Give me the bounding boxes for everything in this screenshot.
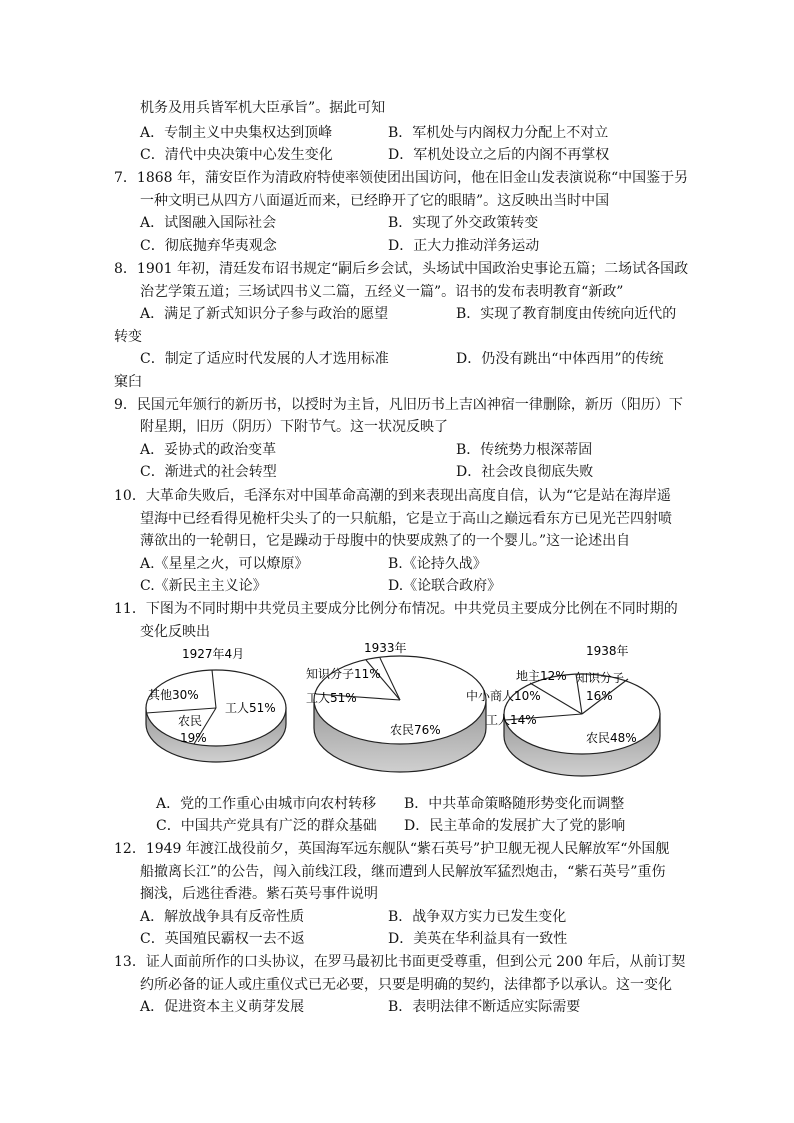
q12-option-a: A．解放战争具有反帝性质 [140, 909, 305, 925]
q6-option-a: A．专制主义中央集权达到顶峰 [140, 125, 333, 141]
q6-option-d: D．军机处设立之后的内阁不再掌权 [388, 147, 610, 163]
q12-option-b: B．战争双方实力已发生变化 [388, 909, 567, 925]
pie-1938-label-intellectuals: 知识分子 [576, 671, 625, 685]
pie-1938-label-peasants: 农民48% [586, 731, 637, 745]
q9-stem-line-2: 附星期，旧历（阴历）下附节气。这一状况反映了 [140, 419, 448, 435]
q7-stem-line-1: 7．1868 年，蒲安臣作为清政府特使率领使团出国访问，他在旧金山发表演说称“中国鉴于另 [114, 170, 689, 186]
q8-option-b: B．实现了教育制度由传统向近代的 [456, 306, 677, 322]
q11-option-c: C．中国共产党具有广泛的群众基础 [156, 818, 377, 834]
q7-option-b: B．实现了外交政策转变 [388, 215, 539, 231]
q7-option-d: D．正大力推动洋务运动 [388, 238, 540, 254]
pie-1933-label-workers: 工人51% [306, 691, 357, 705]
q10-stem-line-3: 薄欲出的一轮朝日，它是躁动于母腹中的快要成熟了的一个婴儿。”这一论述出自 [140, 533, 631, 549]
q10-stem-line-1: 10．大革命失败后，毛泽东对中国革命高潮的到来表现出高度自信，认为“它是站在海岸遥 [114, 488, 671, 504]
q11-option-b: B．中共革命策略随形势变化而调整 [404, 796, 625, 812]
q8-stem-line-1: 8．1901 年初，清廷发布诏书规定“嗣后乡会试，头场试中国政治史事论五篇；二场试各国政 [114, 261, 689, 277]
q9-option-a: A．妥协式的政治变革 [140, 442, 277, 458]
q8-option-a: A．满足了新式知识分子参与政治的愿望 [140, 306, 389, 322]
pie-1933-title: 1933年 [364, 641, 407, 655]
pie-1927-label-others: 其他30% [148, 688, 199, 702]
q8-stem-line-2: 治艺学策五道；三场试四书义二篇，五经义一篇”。诏书的发布表明教育“新政” [140, 284, 624, 300]
q6-option-b: B．军机处与内阁权力分配上不对立 [388, 125, 609, 141]
q9-stem-line-1: 9．民国元年颁行的新历书，以授时为主旨，凡旧历书上吉凶神宿一律删除，新历（阳历）下 [114, 397, 683, 413]
q12-option-d: D．美英在华利益具有一致性 [388, 931, 568, 947]
pie-1927-label-workers: 工人51% [225, 701, 276, 715]
q7-option-a: A．试图融入国际社会 [140, 215, 277, 231]
q7-option-c: C．彻底抛弃华夷观念 [140, 238, 277, 254]
pie-1938-title: 1938年 [586, 644, 629, 658]
pie-charts-figure [130, 638, 690, 793]
q10-stem-line-2: 望海中已经看得见桅杆尖头了的一只航船，它是立于高山之巅远看东方已见光芒四射喷 [140, 511, 672, 527]
q11-option-a: A．党的工作重心由城市向农村转移 [156, 796, 377, 812]
pie-1927-label-peasants-pct: 19% [180, 731, 207, 745]
pie-1927 [146, 646, 286, 762]
q12-stem-line-2: 船撤离长江”的公告，闯入前线江段，继而遭到人民解放军猛烈炮击，“紫石英号”重伤 [140, 864, 666, 880]
pie-1938-label-merchants: 中小商人10% [466, 689, 541, 703]
q8-option-d-wrap: 窠臼 [114, 374, 142, 390]
q10-option-c: C.《新民主主义论》 [140, 578, 267, 594]
q11-option-d: D．民主革命的发展扩大了党的影响 [404, 818, 626, 834]
q13-stem-line-1: 13．证人面前所作的口头协议，在罗马最初比书面更受尊重，但到公元 200 年后，从前订契 [114, 954, 686, 970]
q9-option-d: D．社会改良彻底失败 [456, 464, 594, 480]
q8-option-c: C．制定了适应时代发展的人才选用标准 [140, 351, 389, 367]
pie-1933-label-peasants: 农民76% [390, 723, 441, 737]
q12-stem-line-1: 12．1949 年渡江战役前夕，英国海军远东舰队“紫石英号”护卫舰无视人民解放军“外国舰 [114, 841, 670, 857]
q12-stem-line-3: 搁浅，后逃往香港。紫石英号事件说明 [140, 886, 378, 902]
q8-option-d: D．仍没有跳出“中体西用”的传统 [456, 351, 664, 367]
q13-stem-line-2: 约所必备的证人或庄重仪式已无必要，只要是明确的契约，法律都予以承认。这一变化 [140, 977, 672, 993]
q6-stem-cont: 机务及用兵皆军机大臣承旨”。据此可知 [140, 100, 386, 116]
q7-stem-line-2: 一种文明已从四方八面逼近而来，已经睁开了它的眼睛”。这反映出当时中国 [140, 193, 610, 209]
q8-option-b-wrap: 转变 [114, 329, 142, 345]
pie-1938-label-intellectuals-pct: 16% [586, 689, 613, 703]
q11-stem-line-1: 11．下图为不同时期中共党员主要成分比例分布情况。中共党员主要成分比例在不同时期的 [114, 601, 678, 617]
q10-option-d: D.《论联合政府》 [388, 578, 502, 594]
q9-option-c: C．渐进式的社会转型 [140, 464, 277, 480]
q10-option-b: B.《论持久战》 [388, 556, 487, 572]
pie-1938-label-workers: 工人14% [486, 713, 537, 727]
pie-1927-label-peasants: 农民 [178, 714, 203, 728]
q11-stem-line-2: 变化反映出 [140, 624, 210, 640]
q9-option-b: B．传统势力根深蒂固 [456, 442, 593, 458]
pie-1938-label-landlords: 地主12% [516, 669, 567, 683]
pie-1927-title: 1927年4月 [182, 647, 245, 661]
q13-option-b: B．表明法律不断适应实际需要 [388, 999, 581, 1015]
q13-option-a: A．促进资本主义萌芽发展 [140, 999, 305, 1015]
q10-option-a: A.《星星之火，可以燎原》 [140, 556, 309, 572]
pie-1938 [466, 643, 660, 776]
q12-option-c: C．英国殖民霸权一去不返 [140, 931, 305, 947]
pie-1933-label-intellectuals: 知识分子11% [306, 667, 381, 681]
pie-1933 [306, 640, 486, 772]
q6-option-c: C．清代中央决策中心发生变化 [140, 147, 333, 163]
